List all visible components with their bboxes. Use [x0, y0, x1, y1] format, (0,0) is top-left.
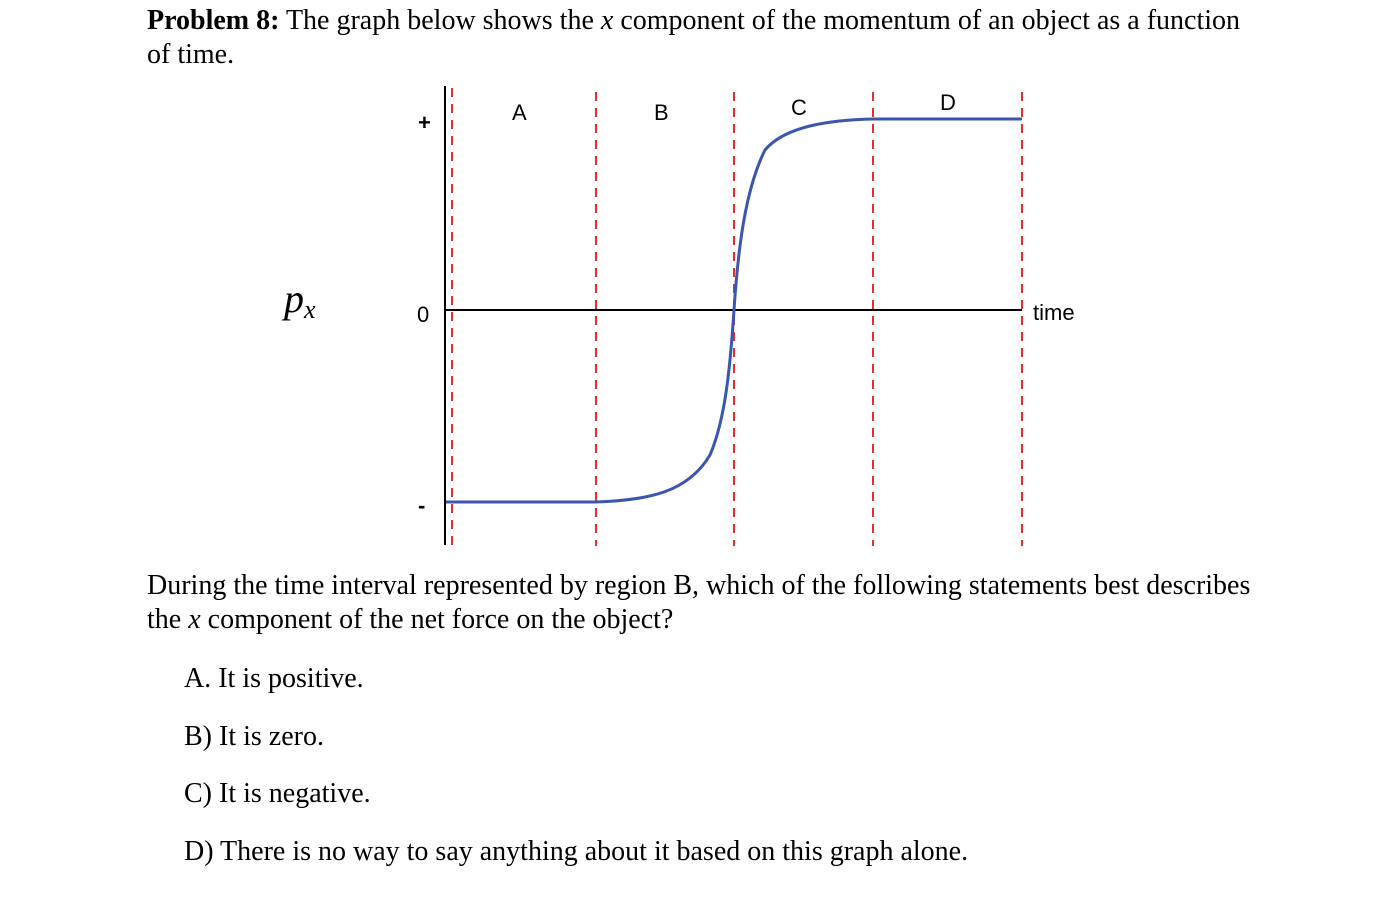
region-label-d: D: [940, 90, 956, 115]
choice-a-label: A.: [184, 663, 212, 694]
question-text: [147, 569, 1257, 637]
y-axis-label-sub: x: [304, 295, 316, 324]
region-label-a: A: [512, 100, 527, 125]
choice-d[interactable]: [184, 835, 968, 869]
choice-c-label: C): [184, 778, 212, 809]
choice-d-label: D): [184, 836, 214, 867]
problem-variable: x: [600, 5, 614, 36]
y-axis-label-p: p: [284, 276, 304, 321]
problem-text-2: component of the momentum of an object as a function of time.: [147, 5, 1241, 70]
problem-label: Problem 8:: [147, 5, 280, 36]
choice-b-text: It is zero.: [212, 721, 324, 752]
question-variable: x: [188, 604, 201, 635]
question-text-2: component of the net force on the object?: [200, 604, 674, 635]
question-text-1: During the time interval represented by region B, which of the following statements best describes the: [147, 570, 1251, 635]
choice-a-text: It is positive.: [211, 663, 364, 694]
y-axis-label: [281, 276, 316, 324]
tick-zero: 0: [417, 302, 430, 327]
region-label-c: C: [791, 95, 807, 120]
choice-b[interactable]: [184, 720, 324, 754]
tick-plus: +: [418, 110, 431, 135]
choice-c-text: It is negative.: [212, 778, 371, 809]
problem-text-1: The graph below shows the: [279, 5, 601, 36]
choice-c[interactable]: [184, 777, 371, 811]
x-axis-label: time: [1033, 300, 1075, 325]
tick-minus: -: [418, 493, 426, 518]
choice-a[interactable]: [184, 662, 364, 696]
region-label-b: B: [654, 100, 669, 125]
choice-b-label: B): [184, 721, 212, 752]
choice-d-text: There is no way to say anything about it based on this graph alone.: [213, 836, 969, 867]
